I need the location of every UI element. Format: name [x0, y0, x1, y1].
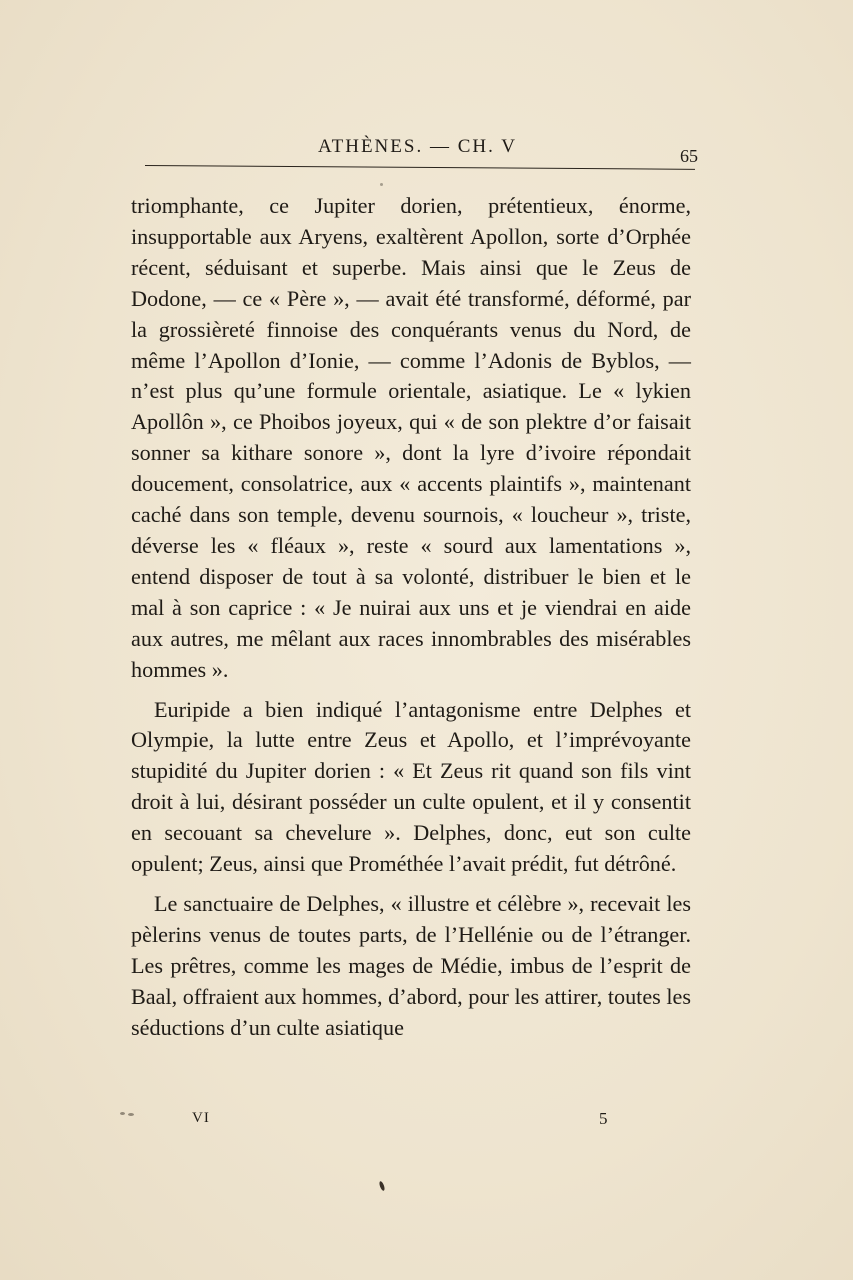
ink-speck: [128, 1113, 134, 1116]
paragraph-2: Euripide a bien indiqué l’antagonisme entre Delphes et Olympie, la lutte entre Zeus et Apollo, et l’imprévoyante stupidité du Jupiter dorien : « Et Zeus rit quand son fils vint droit à lui, désirant posséder un culte opulent, et il y consentit en secouant sa chevelure ». Delphes, donc, eut son culte opulent; Zeus, ainsi que Prométhée l’avait prédit, fut détrôné.: [131, 696, 691, 877]
signature-number: 5: [599, 1109, 608, 1128]
page-number: 65: [680, 146, 698, 166]
paragraph-1: triomphante, ce Jupiter dorien, prétentieux, énorme, insupportable aux Aryens, exaltèrent Apollon, sorte d’Orphée récent, séduisant et superbe. Mais ainsi que le Zeus de Dodone, — ce « Père », — avait été transformé, déformé, par la grossièreté finnoise des conquérants venus du Nord, de même l’Apollon d’Ionie, — comme l’Adonis de Byblos, — n’est plus qu’une formule orientale, asiatique. Le « lykien Apollôn », ce Phoibos joyeux, qui « de son plektre d’or faisait sonner sa kithare sonore », dont la lyre d’ivoire répondait doucement, consolatrice, aux « accents plaintifs », maintenant caché dans son temple, devenu sournois, « loucheur », triste, déverse les « fléaux », reste « sourd aux lamentations », entend disposer de tout à sa volonté, distribuer le bien et le mal à son caprice : « Je nuirai aux uns et je viendrai en aide aux autres, me mêlant aux races innombrables des misérables hommes ».: [131, 193, 691, 682]
signature-mark: VI: [192, 1110, 210, 1126]
paragraph-3: Le sanctuaire de Delphes, « illustre et célèbre », recevait les pèlerins venus de toutes parts, de l’Hellénie ou de l’étranger. Les prêtres, comme les mages de Médie, imbus de l’esprit de Baal, offraient aux hommes, d’abord, pour les attirer, toutes les séductions d’un culte asiatique: [131, 890, 692, 1040]
ink-speck: [378, 1181, 385, 1192]
ink-speck: [380, 183, 383, 186]
ink-speck: [120, 1112, 125, 1115]
body-text: [131, 191, 691, 1043]
header-rule: [145, 165, 695, 170]
running-title: ATHÈNES. — CH. V: [318, 136, 517, 157]
